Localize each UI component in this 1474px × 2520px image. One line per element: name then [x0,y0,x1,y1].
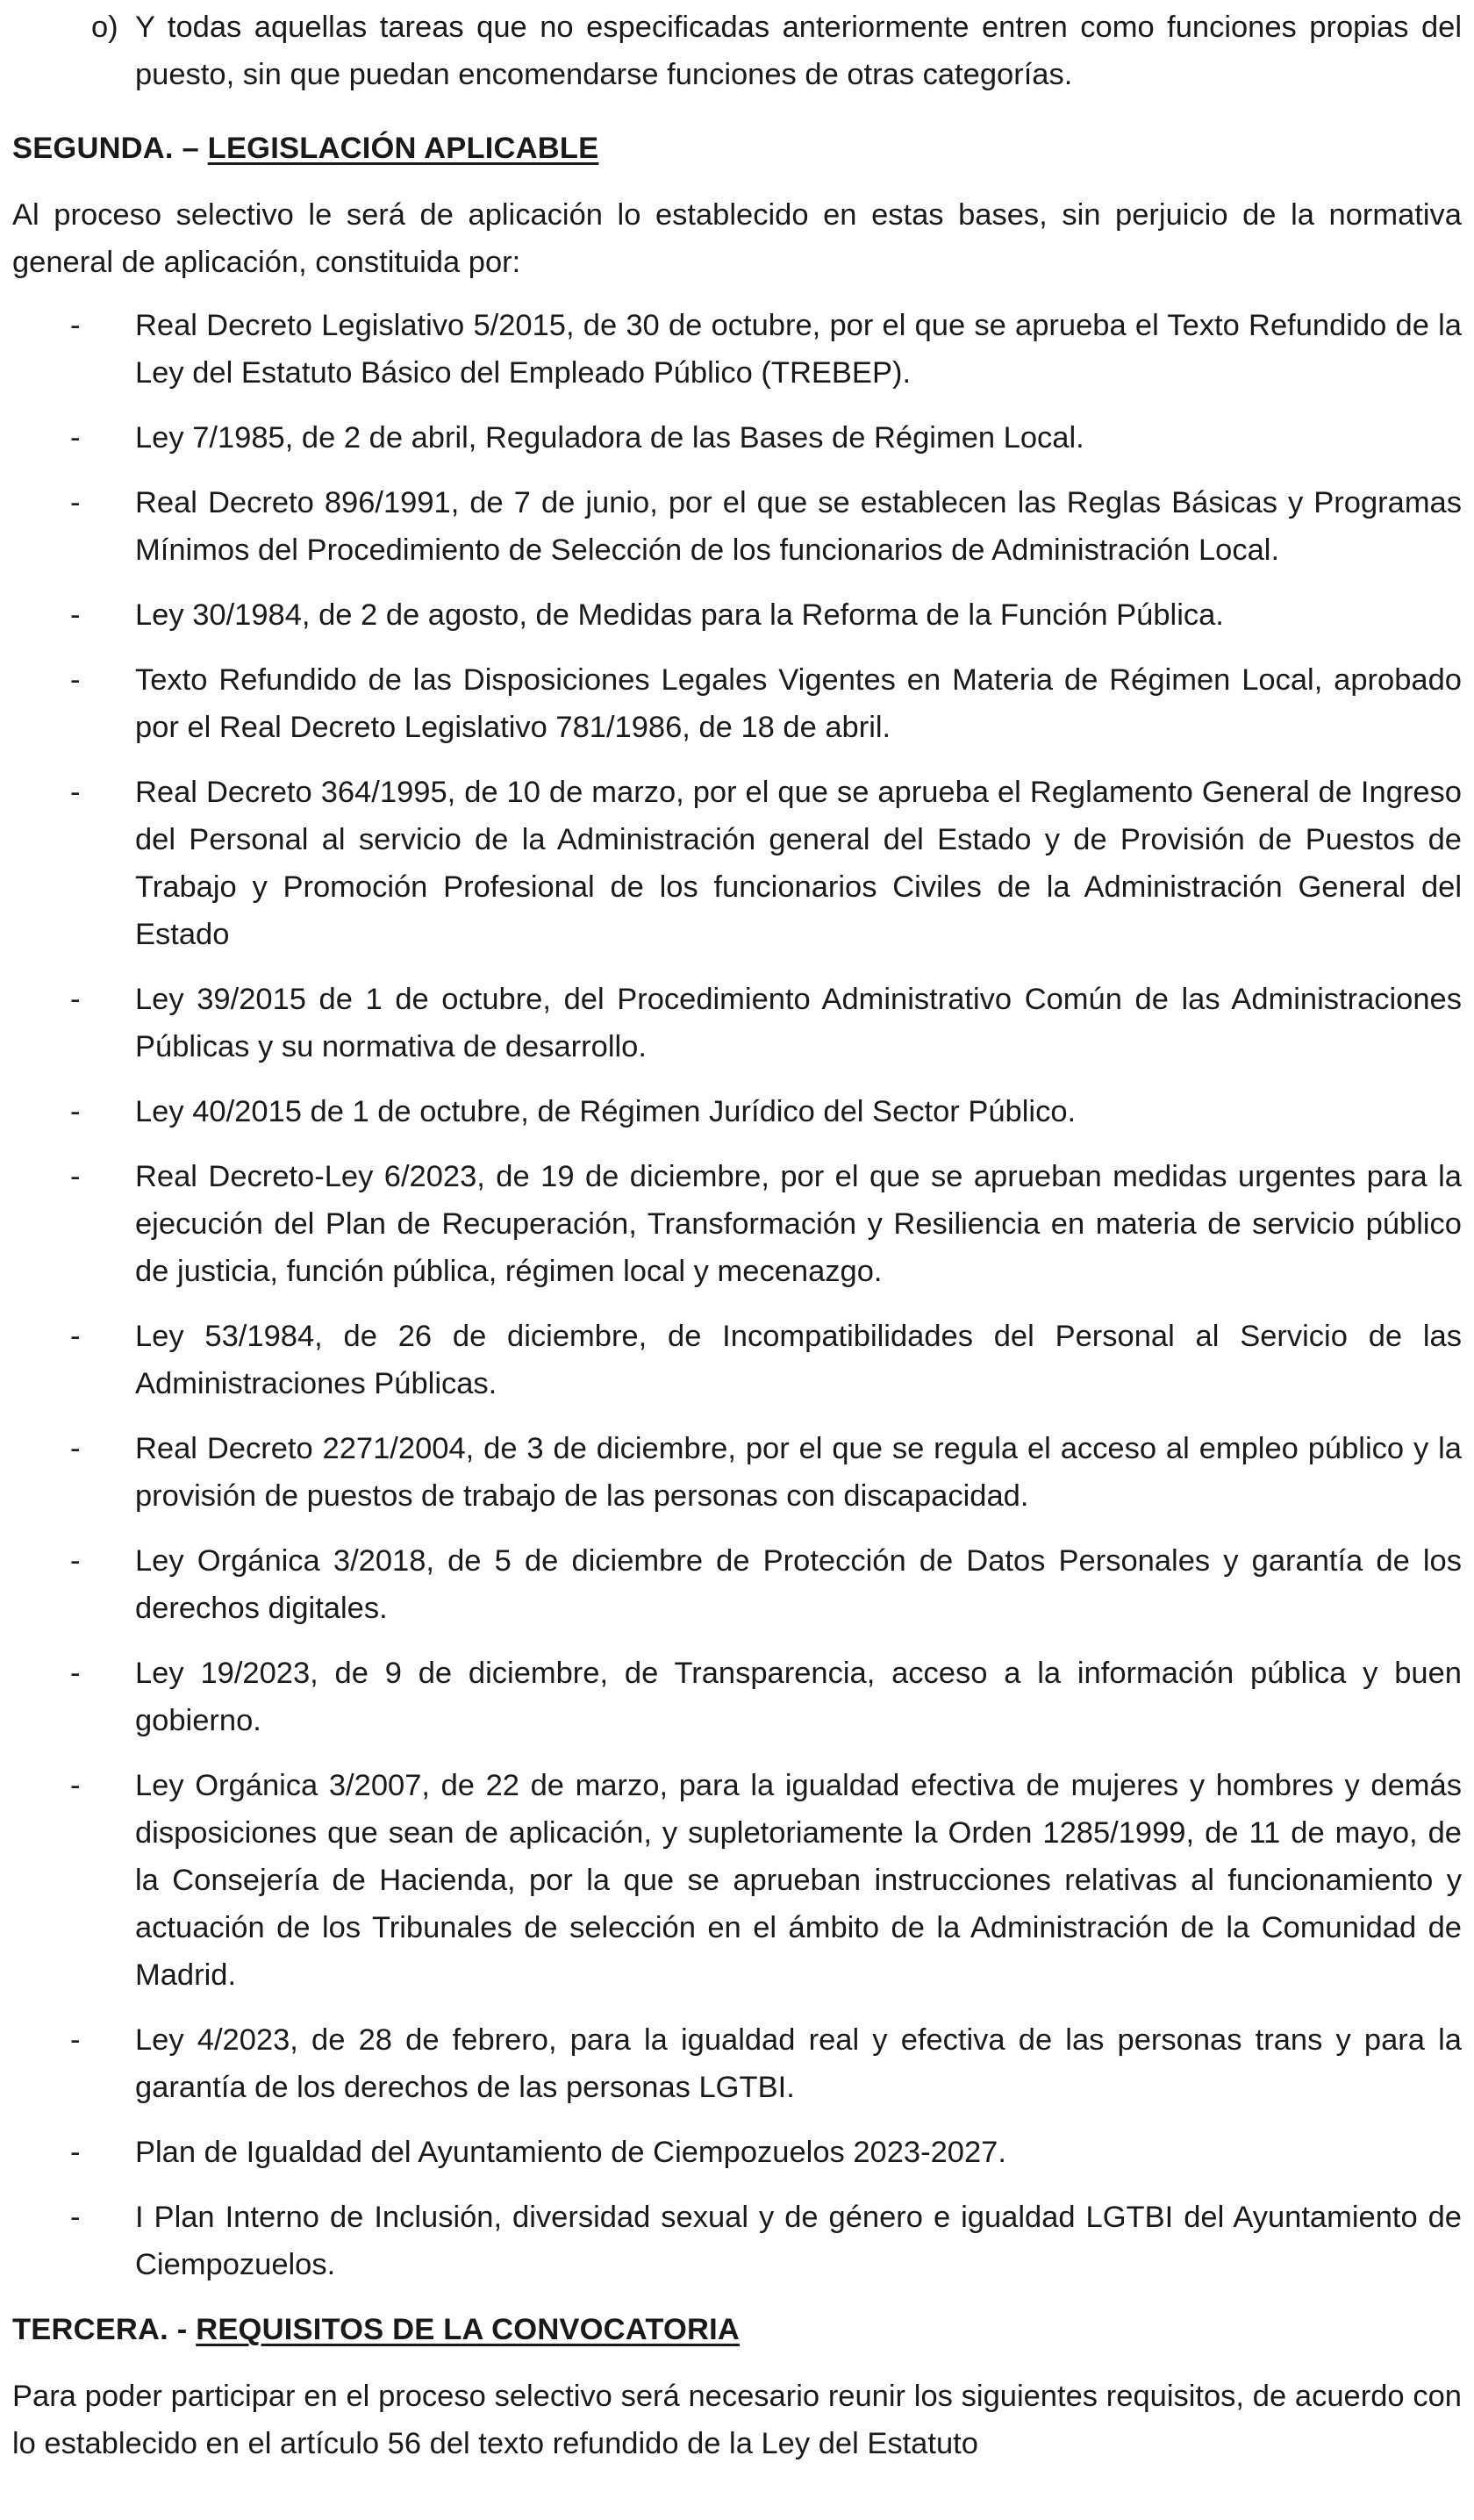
legislation-list-item [12,414,1462,462]
legislation-item-text: Real Decreto 896/1991, de 7 de junio, por el que se establecen las Reglas Básicas y Programas Mínimos del Procedimiento de Selección de los funcionarios de Administración Local. [135,486,1462,567]
list-item-text: Y todas aquellas tareas que no especificadas anteriormente entren como funciones propias del puesto, sin que puedan encomendarse funciones de otras categorías. [135,11,1462,91]
legislation-list-item [12,1762,1462,1999]
list-dash: - [70,598,81,632]
legislation-item-text: Real Decreto Legislativo 5/2015, de 30 de octubre, por el que se aprueba el Texto Refundido de la Ley del Estatuto Básico del Empleado Público (TREBEP). [135,309,1462,390]
list-dash: - [70,486,81,519]
legislation-item-text: Ley 30/1984, de 2 de agosto, de Medidas para la Reforma de la Función Pública. [135,598,1224,632]
list-dash: - [70,1320,81,1353]
list-dash: - [70,2023,81,2057]
legislation-item-text: Ley 39/2015 de 1 de octubre, del Procedimiento Administrativo Común de las Administraciones Públicas y su normativa de desarrollo. [135,983,1462,1063]
legislation-item-text: Ley 40/2015 de 1 de octubre, de Régimen Jurídico del Sector Público. [135,1095,1077,1128]
legislation-list-item [12,1650,1462,1744]
section-intro-paragraph: Para poder participar en el proceso selectivo será necesario reunir los siguientes requisitos, de acuerdo con lo establecido en el artículo 56 del texto refundido de la Ley del Estatuto [12,2380,1462,2460]
section-intro-paragraph: Al proceso selectivo le será de aplicación lo establecido en estas bases, sin perjuicio de la normativa general de aplicación, constituida por: [12,198,1462,279]
legislation-list [12,302,1462,2288]
list-dash: - [70,421,81,455]
legislation-list-item [12,1153,1462,1295]
legislation-list-item [12,1425,1462,1520]
legislation-list-item [12,1537,1462,1632]
list-dash: - [70,1544,81,1578]
legislation-item-text: Ley 19/2023, de 9 de diciembre, de Transparencia, acceso a la información pública y buen gobierno. [135,1657,1462,1737]
legislation-item-text: Ley 53/1984, de 26 de diciembre, de Incompatibilidades del Personal al Servicio de las Administraciones Públicas. [135,1320,1462,1400]
list-dash: - [70,1769,81,1802]
list-dash: - [70,663,81,697]
legislation-item-text: Ley Orgánica 3/2007, de 22 de marzo, para la igualdad efectiva de mujeres y hombres y demás disposiciones que sean de aplicación, y supletoriamente la Orden 1285/1999, de 11 de mayo, de la Consejería de Hacienda, por la que se aprueban instrucciones relativas al funcionamiento y actuación de los Tribunales de selección en el ámbito de la Administración de la Comunidad de Madrid. [135,1769,1462,1992]
legislation-item-text: Texto Refundido de las Disposiciones Legales Vigentes en Materia de Régimen Local, aprobado por el Real Decreto Legislativo 781/1986, de 18 de abril. [135,663,1462,744]
legislation-list-item [12,1313,1462,1407]
section-prefix: SEGUNDA. – [12,132,199,165]
section-title: REQUISITOS DE LA CONVOCATORIA [196,2313,741,2346]
legislation-list-item [12,656,1462,751]
list-dash: - [70,1160,81,1193]
legislation-list-item [12,479,1462,574]
legislation-list-item [12,302,1462,397]
legislation-item-text: Ley Orgánica 3/2018, de 5 de diciembre de Protección de Datos Personales y garantía de los derechos digitales. [135,1544,1462,1625]
legislation-item-text: Real Decreto-Ley 6/2023, de 19 de diciembre, por el que se aprueban medidas urgentes para la ejecución del Plan de Recuperación, Transformación y Resiliencia en materia de servicio público de justicia, función pública, régimen local y mecenazgo. [135,1160,1462,1288]
section-title: LEGISLACIÓN APLICABLE [207,132,599,165]
section-heading-segunda [12,125,1462,172]
legislation-item-text: Real Decreto 2271/2004, de 3 de diciembre, por el que se regula el acceso al empleo público y la provisión de puestos de trabajo de las personas con discapacidad. [135,1432,1462,1513]
legislation-list-item [12,2016,1462,2111]
list-dash: - [70,309,81,342]
list-item-o [12,4,1462,98]
legislation-item-text: Ley 7/1985, de 2 de abril, Reguladora de las Bases de Régimen Local. [135,421,1084,455]
legislation-list-item [12,1088,1462,1135]
legislation-list-item [12,2129,1462,2176]
section-prefix: TERCERA. - [12,2313,188,2346]
list-dash: - [70,776,81,809]
document-page [12,0,1462,2467]
list-dash: - [70,1432,81,1465]
legislation-item-text: Plan de Igualdad del Ayuntamiento de Ciempozuelos 2023-2027. [135,2136,1006,2169]
section-heading-tercera [12,2306,1462,2353]
legislation-item-text: Real Decreto 364/1995, de 10 de marzo, por el que se aprueba el Reglamento General de Ingreso del Personal al servicio de la Administración general del Estado y de Provisión de Puestos de Trabajo y Promoción Profesional de los funcionarios Civiles de la Administración General del Estado [135,776,1462,951]
list-dash: - [70,2136,81,2169]
legislation-list-item [12,2194,1462,2288]
list-dash: - [70,1095,81,1128]
legislation-list-item [12,591,1462,639]
list-dash: - [70,983,81,1016]
list-marker: o) [91,11,118,44]
legislation-list-item [12,769,1462,958]
legislation-item-text: Ley 4/2023, de 28 de febrero, para la igualdad real y efectiva de las personas trans y para la garantía de los derechos de las personas LGTBI. [135,2023,1462,2104]
legislation-list-item [12,976,1462,1070]
list-dash: - [70,2201,81,2234]
legislation-item-text: I Plan Interno de Inclusión, diversidad sexual y de género e igualdad LGTBI del Ayuntamiento de Ciempozuelos. [135,2201,1462,2281]
list-dash: - [70,1657,81,1690]
